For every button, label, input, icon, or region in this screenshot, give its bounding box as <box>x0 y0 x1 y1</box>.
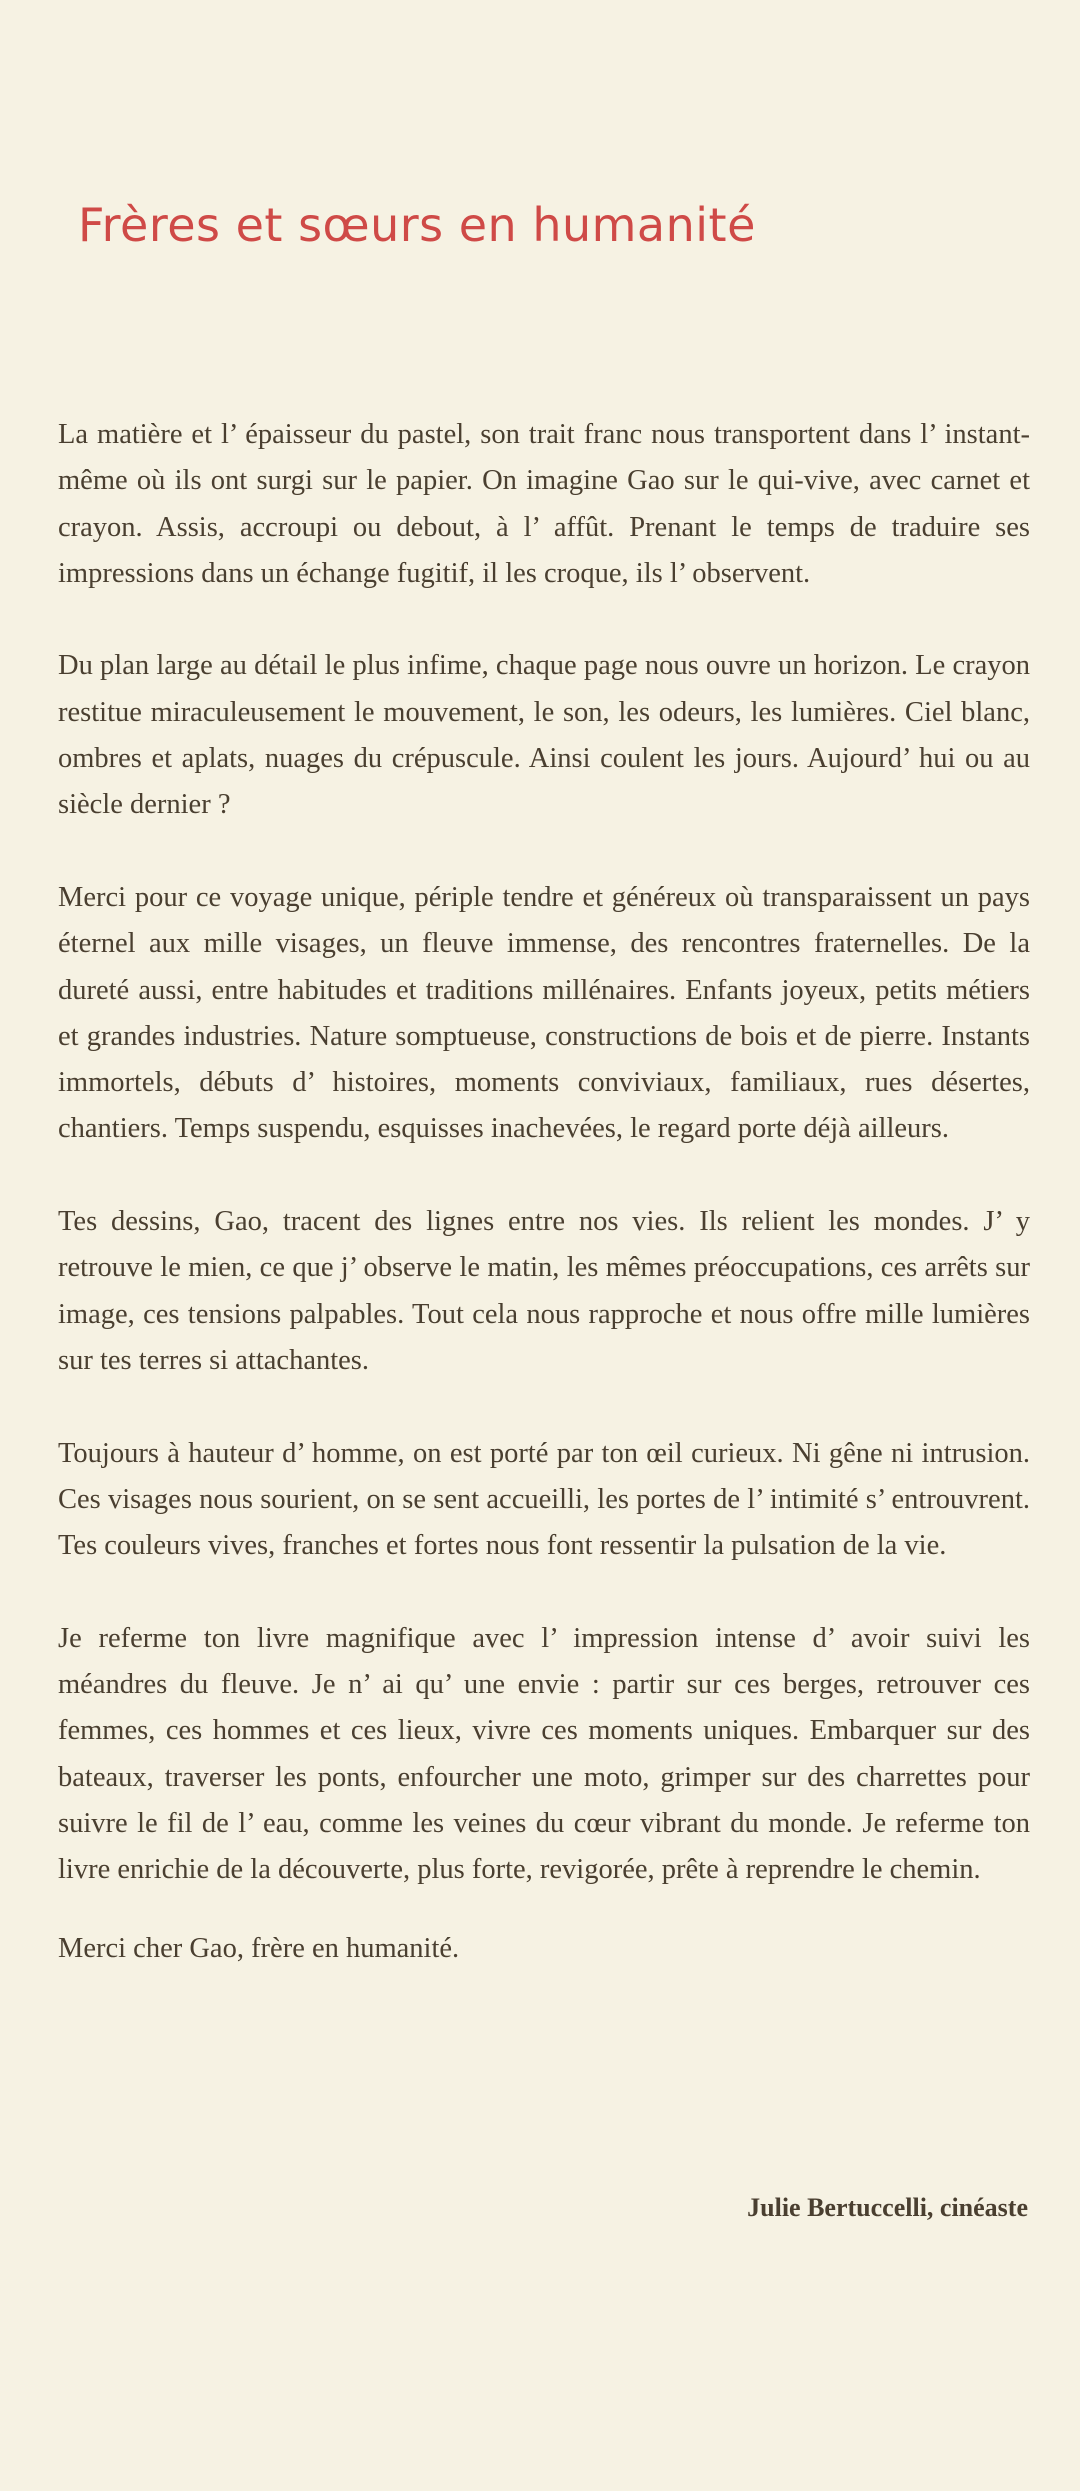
paragraph-3: Merci pour ce voyage unique, périple tendre et généreux où transparaissent un pays éternel aux mille visages, un fleuve immense, des rencontres fraternelles. De la dureté aussi, entre habitudes et traditions millénaires. Enfants joyeux, petits métiers et grandes industries. Nature somptueuse, constructions de bois et de pierre. Instants immortels, débuts d’ histoires, moments conviviaux, familiaux, rues désertes, chantiers. Temps suspendu, esquisses inachevées, le regard porte déjà ailleurs. <box>58 881 1030 1145</box>
paragraph-2: Du plan large au détail le plus infime, chaque page nous ouvre un horizon. Le crayon restitue miraculeusement le mouvement, le son, les odeurs, les lumières. Ciel blanc, ombres et aplats, nuages du crépuscule. Ainsi coulent les jours. Aujourd’ hui ou au siècle dernier ? <box>58 650 1030 821</box>
paragraph-6: Je referme ton livre magnifique avec l’ impression intense d’ avoir suivi les méandres du fleuve. Je n’ ai qu’ une envie : partir sur ces berges, retrouver ces femmes, ces hommes et ces lieux, vivre ces moments uniques. Embarquer sur des bateaux, traverser les ponts, enfourcher une moto, grimper sur des charrettes pour suivre le fil de l’ eau, comme les veines du cœur vibrant du monde. Je referme ton livre enrichie de la découverte, plus forte, revigorée, prête à reprendre le chemin. <box>58 1622 1030 1886</box>
paragraph-4: Tes dessins, Gao, tracent des lignes entre nos vies. Ils relient les mondes. J’ y retrouve le mien, ce que j’ observe le matin, les mêmes préoccupations, ces arrêts sur image, ces tensions palpables. Tout cela nous rapproche et nous offre mille lumières sur tes terres si attachantes. <box>58 1206 1030 1376</box>
paragraph-5: Toujours à hauteur d’ homme, on est porté par ton œil curieux. Ni gêne ni intrusion. Ces visages nous sourient, on se sent accueilli, les portes de l’ intimité s’ entrouvrent. Tes couleurs vives, franches et fortes nous font ressentir la pulsation de la vie. <box>58 1437 1030 1562</box>
paragraph-1: La matière et l’ épaisseur du pastel, son trait franc nous transportent dans l’ instant-même où ils ont surgi sur le papier. On imagine Gao sur le qui-vive, avec carnet et crayon. Assis, accroupi ou debout, à l’ affût. Prenant le temps de traduire ses impressions dans un échange fugitif, il les croque, ils l’ observent. <box>58 419 1030 589</box>
closing-line: Merci cher Gao, frère en humanité. <box>58 1932 460 1964</box>
article-body <box>58 412 1030 1972</box>
author-signature: Julie Bertuccelli, cinéaste <box>747 2193 1028 2222</box>
page-title: Frères et sœurs en humanité <box>78 198 756 252</box>
